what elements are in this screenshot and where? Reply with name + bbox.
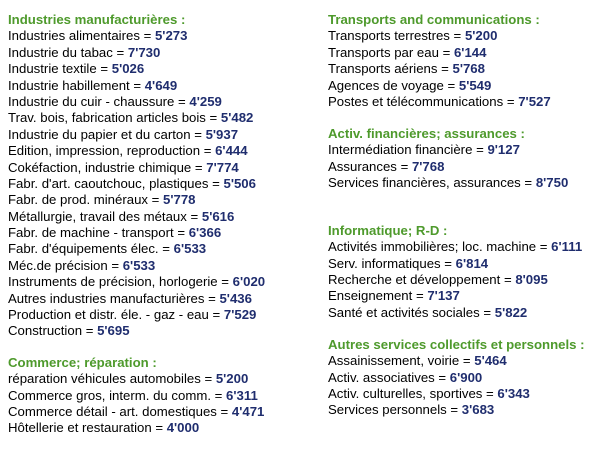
list-item: [328, 94, 605, 110]
item-value: 4'000: [166, 420, 200, 436]
item-label: réparation véhicules automobiles =: [8, 371, 216, 387]
item-label: Activ. associatives =: [328, 369, 450, 385]
item-value: 5'778: [163, 192, 196, 208]
item-value: 5'200: [464, 28, 498, 44]
item-value: 7'137: [427, 288, 460, 304]
section-heading: Industries manufacturières :: [8, 12, 186, 27]
list-item: [328, 402, 605, 418]
list-item: [328, 353, 605, 369]
list-item: [328, 288, 605, 304]
list-item: [8, 176, 308, 192]
item-value: 6'311: [226, 387, 258, 403]
item-label: Commerce gros, interm. du comm. =: [8, 387, 227, 403]
list-item: [8, 110, 308, 126]
list-item: [328, 370, 605, 386]
item-value: 5'822: [494, 304, 528, 320]
item-value: 6'020: [232, 274, 266, 290]
list-item: [8, 94, 308, 110]
list-item: [328, 305, 605, 321]
item-value: 7'774: [206, 159, 239, 175]
list-item: [328, 45, 605, 61]
item-value: 4'471: [231, 403, 265, 419]
item-value: 6'111: [551, 239, 583, 255]
item-label: Industrie textile =: [8, 61, 112, 77]
list-item: [8, 274, 308, 290]
item-label: Production et distr. éle. - gaz - eau =: [8, 307, 224, 323]
section-spacer: [328, 191, 605, 223]
list-item: [8, 388, 308, 404]
section-informatique-rd: [328, 223, 605, 321]
item-label: Trav. bois, fabrication articles bois =: [8, 110, 221, 126]
item-value: 5'937: [205, 126, 239, 142]
item-value: 6'343: [497, 385, 530, 401]
section-activ-financieres: [328, 126, 605, 192]
section-commerce-reparation: [8, 355, 308, 437]
item-value: 4'259: [189, 93, 222, 109]
section-heading: Activ. financières; assurances :: [328, 125, 525, 141]
item-label: Commerce détail - art. domestiques =: [8, 403, 232, 419]
item-label: Instruments de précision, horlogerie =: [8, 274, 233, 290]
section-industries-manufacturieres: [8, 12, 308, 340]
section-heading: Informatique; R-D :: [328, 222, 448, 238]
list-item: [328, 175, 605, 191]
list-item: [8, 127, 308, 143]
list-item: [8, 371, 308, 387]
section-spacer: [8, 340, 308, 355]
item-label: Santé et activités sociales =: [328, 304, 495, 320]
item-value: 5'616: [201, 208, 235, 224]
item-label: Transports par eau =: [328, 44, 454, 60]
item-value: 3'683: [461, 402, 495, 418]
item-label: Métallurgie, travail des métaux =: [8, 208, 202, 224]
item-label: Agences de voyage =: [328, 77, 459, 93]
left-column: [8, 12, 308, 437]
item-value: 5'436: [219, 290, 252, 306]
item-label: Industrie du papier et du carton =: [8, 126, 206, 142]
item-value: 5'549: [458, 77, 492, 93]
item-label: Recherche et développement =: [328, 272, 516, 288]
list-item: [8, 241, 308, 257]
item-label: Serv. informatiques =: [328, 255, 456, 271]
item-value: 5'695: [97, 323, 130, 339]
item-label: Postes et télécommunications =: [328, 93, 519, 109]
item-value: 6'444: [215, 143, 248, 159]
list-item: [8, 143, 308, 159]
list-item: [8, 61, 308, 77]
section-heading: Autres services collectifs et personnels :: [328, 336, 585, 352]
list-item: [8, 209, 308, 225]
item-label: Industrie du cuir - chaussure =: [8, 93, 190, 109]
item-label: Hôtellerie et restauration =: [8, 420, 167, 436]
item-value: 5'482: [220, 110, 254, 126]
item-label: Construction =: [8, 323, 98, 339]
list-item: [328, 239, 605, 255]
list-item: [328, 272, 605, 288]
list-item: [8, 78, 308, 94]
item-label: Assurances =: [328, 158, 412, 174]
list-item: [328, 28, 605, 44]
item-value: 5'768: [452, 61, 485, 77]
list-item: [328, 386, 605, 402]
item-value: 6'144: [453, 44, 487, 60]
list-item: [8, 258, 308, 274]
item-label: Industrie habillement =: [8, 77, 145, 93]
item-label: Fabr. d'art. caoutchouc, plastiques =: [8, 175, 224, 191]
list-item: [8, 225, 308, 241]
section-spacer: [328, 321, 605, 337]
item-label: Intermédiation financière =: [328, 142, 488, 158]
right-column: [328, 12, 605, 419]
item-label: Enseignement =: [328, 288, 428, 304]
item-label: Transports terrestres =: [328, 28, 465, 44]
item-label: Fabr. d'équipements élec. =: [8, 241, 174, 257]
section-autres-services: [328, 337, 605, 419]
list-item: [328, 61, 605, 77]
item-label: Activités immobilières; loc. machine =: [328, 239, 552, 255]
list-item: [328, 78, 605, 94]
list-item: [8, 323, 308, 339]
list-item: [328, 256, 605, 272]
item-value: 6'533: [173, 241, 207, 257]
item-value: 8'095: [515, 272, 548, 288]
list-item: [8, 307, 308, 323]
item-value: 6'366: [188, 225, 222, 241]
item-value: 8'750: [535, 175, 569, 191]
item-value: 5'273: [154, 28, 188, 44]
item-label: Services personnels =: [328, 402, 462, 418]
item-label: Fabr. de machine - transport =: [8, 225, 189, 241]
item-value: 5'464: [474, 353, 507, 369]
list-item: [8, 404, 308, 420]
item-value: 5'200: [215, 371, 249, 387]
item-label: Industrie du tabac =: [8, 44, 128, 60]
item-value: 5'026: [111, 61, 145, 77]
item-value: 7'529: [223, 307, 257, 323]
item-label: Autres industries manufacturières =: [8, 290, 220, 306]
list-item: [328, 142, 605, 158]
item-label: Activ. culturelles, sportives =: [328, 385, 498, 401]
section-spacer: [328, 110, 605, 126]
list-item: [8, 45, 308, 61]
item-value: 6'900: [449, 369, 483, 385]
item-label: Assainissement, voirie =: [328, 353, 475, 369]
item-value: 7'527: [518, 93, 551, 109]
item-label: Cokéfaction, industrie chimique =: [8, 159, 207, 175]
item-value: 6'533: [122, 257, 156, 273]
item-value: 7'768: [411, 158, 445, 174]
section-heading: Transports and communications :: [328, 12, 540, 27]
item-value: 6'814: [455, 255, 489, 271]
section-transports-communications: [328, 12, 605, 110]
item-label: Edition, impression, reproduction =: [8, 143, 216, 159]
section-heading: Commerce; réparation :: [8, 354, 157, 370]
item-label: Méc.de précision =: [8, 257, 123, 273]
list-item: [328, 159, 605, 175]
list-item: [8, 420, 308, 436]
item-label: Services financières, assurances =: [328, 175, 536, 191]
list-item: [8, 160, 308, 176]
list-item: [8, 192, 308, 208]
item-value: 5'506: [223, 175, 256, 191]
item-label: Industries alimentaires =: [8, 28, 155, 44]
item-value: 9'127: [487, 142, 520, 158]
item-value: 4'649: [144, 77, 178, 93]
item-label: Fabr. de prod. minéraux =: [8, 192, 164, 208]
item-label: Transports aériens =: [328, 61, 453, 77]
list-item: [8, 291, 308, 307]
item-value: 7'730: [127, 44, 161, 60]
list-item: [8, 28, 308, 44]
